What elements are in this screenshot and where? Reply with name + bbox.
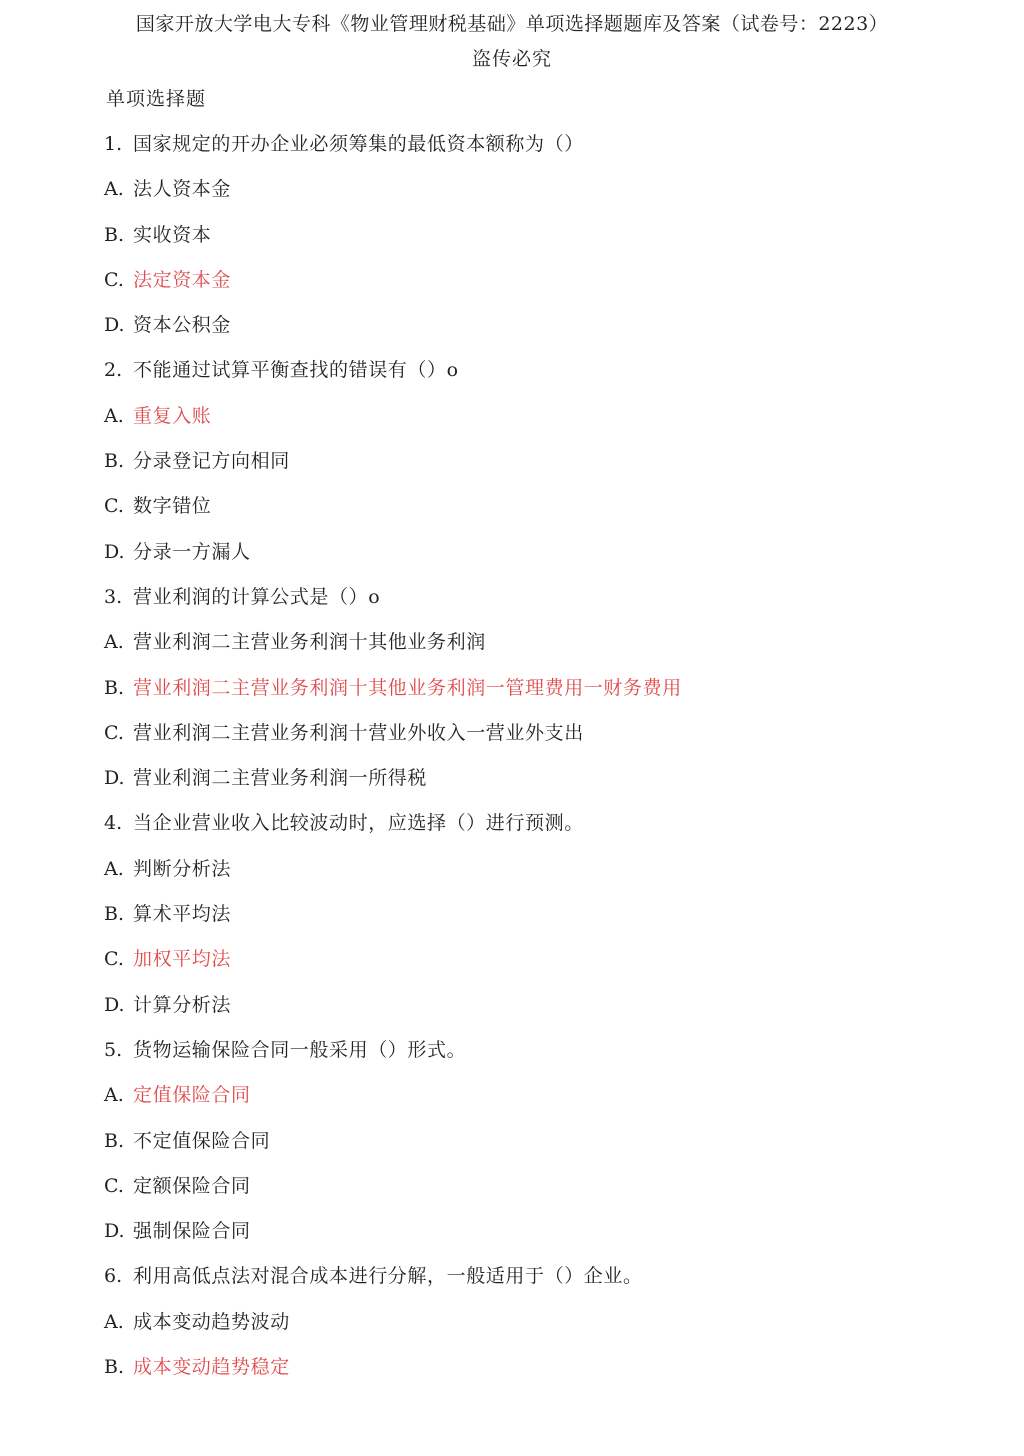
option-letter: C. [104, 495, 124, 518]
option-letter: A. [104, 404, 124, 427]
option-line [104, 900, 984, 945]
option-letter: A. [104, 178, 124, 201]
question-line [104, 583, 984, 628]
option-line [104, 311, 984, 356]
question-text: 当企业营业收入比较波动时，应选择（）进行预测。 [133, 812, 584, 835]
option-text: 强制保险合同 [133, 1220, 251, 1243]
option-text: 分录一方漏人 [133, 540, 251, 563]
answer-option-line [104, 1081, 984, 1126]
option-letter: B. [104, 1129, 125, 1152]
question-list [104, 130, 984, 1398]
option-line [104, 628, 984, 673]
question-number: 1. [104, 133, 123, 155]
option-letter: B. [104, 903, 125, 926]
option-letter: D. [104, 993, 125, 1016]
option-letter: D. [104, 1220, 125, 1243]
question-text: 国家规定的开办企业必须筹集的最低资本额称为（） [133, 133, 584, 155]
option-text: 实收资本 [133, 223, 212, 246]
option-text: 加权平均法 [133, 948, 232, 971]
option-text: 资本公积金 [133, 314, 232, 337]
option-letter: C. [104, 721, 124, 744]
option-text: 分录登记方向相同 [133, 450, 290, 473]
option-line [104, 1172, 984, 1217]
option-text: 数字错位 [133, 495, 212, 518]
option-text: 判断分析法 [133, 857, 232, 880]
option-text: 营业利润二主营业务利润一所得税 [133, 767, 428, 790]
option-letter: B. [104, 1356, 125, 1379]
option-line [104, 538, 984, 583]
option-text: 重复入账 [133, 404, 212, 427]
question-line [104, 1036, 984, 1081]
section-heading: 单项选择题 [106, 88, 207, 110]
option-letter: D. [104, 767, 125, 790]
option-line [104, 221, 984, 266]
answer-option-line [104, 266, 984, 311]
question-line [104, 809, 984, 854]
option-text: 不定值保险合同 [133, 1129, 271, 1152]
option-text: 法定资本金 [133, 268, 232, 291]
option-letter: D. [104, 314, 125, 337]
answer-option-line [104, 1353, 984, 1398]
option-line [104, 719, 984, 764]
option-text: 计算分析法 [133, 993, 232, 1016]
option-letter: C. [104, 948, 124, 971]
answer-option-line [104, 402, 984, 447]
question-number: 2. [104, 359, 123, 382]
option-text: 定值保险合同 [133, 1084, 251, 1107]
option-text: 营业利润二主营业务利润十其他业务利润 [133, 631, 486, 654]
document-title: 国家开放大学电大专科《物业管理财税基础》单项选择题题库及答案（试卷号：2223） [135, 13, 889, 35]
option-text: 算术平均法 [133, 903, 232, 926]
option-line [104, 855, 984, 900]
option-letter: A. [104, 1084, 124, 1107]
option-text: 法人资本金 [133, 178, 232, 201]
answer-option-line [104, 674, 984, 719]
option-text: 成本变动趋势波动 [133, 1310, 290, 1333]
answer-option-line [104, 945, 984, 990]
option-line [104, 492, 984, 537]
option-text: 营业利润二主营业务利润十营业外收入一营业外支出 [133, 721, 584, 744]
question-text: 不能通过试算平衡查找的错误有（）o [133, 359, 459, 382]
option-letter: B. [104, 450, 125, 473]
question-number: 4. [104, 812, 123, 835]
option-letter: D. [104, 540, 125, 563]
option-letter: C. [104, 268, 124, 291]
option-letter: A. [104, 857, 124, 880]
option-line [104, 175, 984, 220]
option-line [104, 764, 984, 809]
question-text: 利用高低点法对混合成本进行分解，一般适用于（）企业。 [133, 1265, 643, 1288]
option-line [104, 1217, 984, 1262]
option-line [104, 991, 984, 1036]
option-letter: B. [104, 676, 125, 699]
option-letter: C. [104, 1174, 124, 1197]
option-text: 营业利润二主营业务利润十其他业务利润一管理费用一财务费用 [133, 676, 682, 699]
question-line [104, 1262, 984, 1307]
question-text: 货物运输保险合同一般采用（）形式。 [133, 1038, 467, 1061]
question-text: 营业利润的计算公式是（）o [133, 585, 381, 608]
question-number: 6. [104, 1265, 123, 1288]
option-line [104, 1308, 984, 1353]
document-subtitle: 盗传必究 [471, 48, 552, 70]
question-line [104, 356, 984, 401]
question-number: 5. [104, 1038, 123, 1061]
option-text: 定额保险合同 [133, 1174, 251, 1197]
option-line [104, 447, 984, 492]
question-number: 3. [104, 585, 123, 608]
option-text: 成本变动趋势稳定 [133, 1356, 290, 1379]
option-letter: A. [104, 631, 124, 654]
option-line [104, 1127, 984, 1172]
option-letter: A. [104, 1310, 124, 1333]
question-line [104, 130, 984, 175]
option-letter: B. [104, 223, 125, 246]
